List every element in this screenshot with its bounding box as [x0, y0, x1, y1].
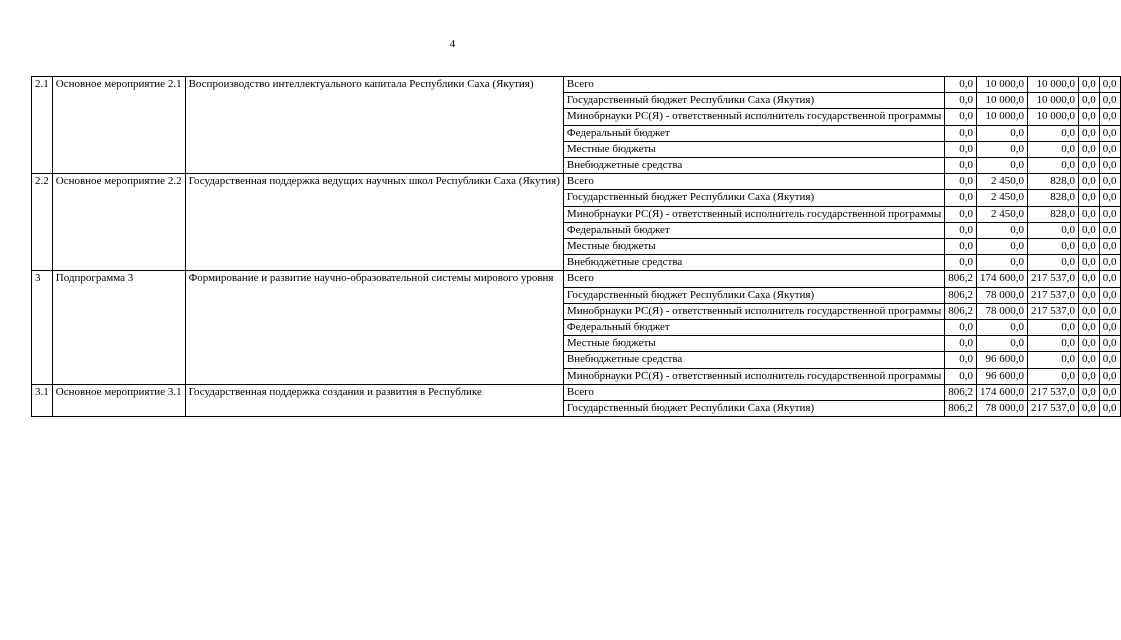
value-col-4: 0,0	[1079, 125, 1100, 141]
value-col-5: 0,0	[1099, 174, 1120, 190]
activity-name: Основное мероприятие 3.1	[52, 384, 185, 416]
activity-name: Подпрограмма 3	[52, 271, 185, 384]
value-col-5: 0,0	[1099, 158, 1120, 174]
value-col-4: 0,0	[1079, 320, 1100, 336]
value-col-4: 0,0	[1079, 239, 1100, 255]
value-col-1: 0,0	[945, 206, 977, 222]
value-col-2: 0,0	[977, 239, 1028, 255]
value-col-4: 0,0	[1079, 77, 1100, 93]
value-col-5: 0,0	[1099, 125, 1120, 141]
value-col-4: 0,0	[1079, 384, 1100, 400]
value-col-2: 10 000,0	[977, 93, 1028, 109]
value-col-2: 174 600,0	[977, 384, 1028, 400]
funding-source: Минобрнауки РС(Я) - ответственный исполнитель государственной программы	[563, 303, 944, 319]
table-row	[32, 77, 1121, 93]
value-col-5: 0,0	[1099, 190, 1120, 206]
value-col-2: 0,0	[977, 336, 1028, 352]
value-col-5: 0,0	[1099, 287, 1120, 303]
value-col-4: 0,0	[1079, 336, 1100, 352]
row-number: 2.2	[32, 174, 53, 271]
value-col-4: 0,0	[1079, 303, 1100, 319]
value-col-1: 0,0	[945, 190, 977, 206]
value-col-4: 0,0	[1079, 109, 1100, 125]
value-col-5: 0,0	[1099, 401, 1120, 417]
value-col-3: 217 537,0	[1028, 271, 1079, 287]
activity-description: Государственная поддержка создания и развития в Республике	[185, 384, 563, 416]
value-col-3: 0,0	[1028, 320, 1079, 336]
value-col-2: 2 450,0	[977, 174, 1028, 190]
value-col-3: 0,0	[1028, 222, 1079, 238]
value-col-3: 0,0	[1028, 352, 1079, 368]
value-col-5: 0,0	[1099, 206, 1120, 222]
row-number: 2.1	[32, 77, 53, 174]
funding-source: Всего	[563, 384, 944, 400]
value-col-3: 217 537,0	[1028, 287, 1079, 303]
budget-table	[31, 76, 1121, 417]
value-col-4: 0,0	[1079, 287, 1100, 303]
funding-source: Местные бюджеты	[563, 141, 944, 157]
value-col-3: 0,0	[1028, 239, 1079, 255]
value-col-4: 0,0	[1079, 190, 1100, 206]
value-col-5: 0,0	[1099, 336, 1120, 352]
funding-source: Внебюджетные средства	[563, 255, 944, 271]
value-col-1: 0,0	[945, 141, 977, 157]
value-col-3: 217 537,0	[1028, 303, 1079, 319]
value-col-4: 0,0	[1079, 206, 1100, 222]
value-col-4: 0,0	[1079, 174, 1100, 190]
value-col-3: 0,0	[1028, 141, 1079, 157]
value-col-5: 0,0	[1099, 352, 1120, 368]
value-col-3: 828,0	[1028, 190, 1079, 206]
activity-description: Воспроизводство интеллектуального капитала Республики Саха (Якутия)	[185, 77, 563, 174]
funding-source: Всего	[563, 77, 944, 93]
value-col-3: 0,0	[1028, 368, 1079, 384]
value-col-5: 0,0	[1099, 303, 1120, 319]
value-col-5: 0,0	[1099, 320, 1120, 336]
funding-source: Государственный бюджет Республики Саха (Якутия)	[563, 190, 944, 206]
value-col-2: 2 450,0	[977, 206, 1028, 222]
value-col-4: 0,0	[1079, 368, 1100, 384]
funding-source: Минобрнауки РС(Я) - ответственный исполнитель государственной программы	[563, 109, 944, 125]
activity-name: Основное мероприятие 2.2	[52, 174, 185, 271]
value-col-5: 0,0	[1099, 222, 1120, 238]
value-col-4: 0,0	[1079, 352, 1100, 368]
value-col-1: 0,0	[945, 255, 977, 271]
table-row	[32, 271, 1121, 287]
value-col-3: 10 000,0	[1028, 93, 1079, 109]
value-col-5: 0,0	[1099, 93, 1120, 109]
value-col-4: 0,0	[1079, 222, 1100, 238]
table-row	[32, 174, 1121, 190]
value-col-1: 0,0	[945, 93, 977, 109]
value-col-4: 0,0	[1079, 271, 1100, 287]
value-col-1: 806,2	[945, 303, 977, 319]
value-col-2: 10 000,0	[977, 109, 1028, 125]
value-col-2: 78 000,0	[977, 303, 1028, 319]
value-col-4: 0,0	[1079, 158, 1100, 174]
value-col-1: 806,2	[945, 271, 977, 287]
value-col-2: 0,0	[977, 141, 1028, 157]
value-col-5: 0,0	[1099, 141, 1120, 157]
value-col-2: 0,0	[977, 320, 1028, 336]
value-col-1: 0,0	[945, 239, 977, 255]
funding-source: Государственный бюджет Республики Саха (Якутия)	[563, 93, 944, 109]
value-col-2: 96 600,0	[977, 368, 1028, 384]
activity-description: Государственная поддержка ведущих научных школ Республики Саха (Якутия)	[185, 174, 563, 271]
value-col-5: 0,0	[1099, 109, 1120, 125]
value-col-2: 174 600,0	[977, 271, 1028, 287]
value-col-3: 217 537,0	[1028, 384, 1079, 400]
value-col-4: 0,0	[1079, 255, 1100, 271]
funding-source: Минобрнауки РС(Я) - ответственный исполнитель государственной программы	[563, 206, 944, 222]
value-col-5: 0,0	[1099, 255, 1120, 271]
value-col-3: 0,0	[1028, 336, 1079, 352]
funding-source: Минобрнауки РС(Я) - ответственный исполнитель государственной программы	[563, 368, 944, 384]
activity-description: Формирование и развитие научно-образовательной системы мирового уровня	[185, 271, 563, 384]
funding-source: Местные бюджеты	[563, 336, 944, 352]
value-col-1: 0,0	[945, 320, 977, 336]
value-col-3: 0,0	[1028, 255, 1079, 271]
value-col-2: 78 000,0	[977, 287, 1028, 303]
value-col-3: 0,0	[1028, 158, 1079, 174]
value-col-1: 0,0	[945, 368, 977, 384]
value-col-1: 806,2	[945, 287, 977, 303]
value-col-3: 10 000,0	[1028, 77, 1079, 93]
value-col-3: 10 000,0	[1028, 109, 1079, 125]
value-col-3: 828,0	[1028, 174, 1079, 190]
funding-source: Федеральный бюджет	[563, 222, 944, 238]
value-col-1: 0,0	[945, 125, 977, 141]
value-col-3: 828,0	[1028, 206, 1079, 222]
value-col-2: 0,0	[977, 255, 1028, 271]
value-col-5: 0,0	[1099, 384, 1120, 400]
funding-source: Государственный бюджет Республики Саха (Якутия)	[563, 401, 944, 417]
funding-source: Внебюджетные средства	[563, 352, 944, 368]
value-col-5: 0,0	[1099, 368, 1120, 384]
value-col-2: 78 000,0	[977, 401, 1028, 417]
value-col-3: 0,0	[1028, 125, 1079, 141]
funding-source: Всего	[563, 271, 944, 287]
funding-source: Государственный бюджет Республики Саха (Якутия)	[563, 287, 944, 303]
row-number: 3.1	[32, 384, 53, 416]
page-number: 4	[449, 38, 456, 50]
value-col-1: 0,0	[945, 109, 977, 125]
value-col-2: 96 600,0	[977, 352, 1028, 368]
value-col-1: 0,0	[945, 352, 977, 368]
value-col-1: 0,0	[945, 336, 977, 352]
table-row	[32, 384, 1121, 400]
value-col-3: 217 537,0	[1028, 401, 1079, 417]
funding-source: Внебюджетные средства	[563, 158, 944, 174]
budget-table-body	[32, 77, 1121, 417]
value-col-4: 0,0	[1079, 401, 1100, 417]
funding-source: Федеральный бюджет	[563, 125, 944, 141]
value-col-2: 10 000,0	[977, 77, 1028, 93]
value-col-2: 2 450,0	[977, 190, 1028, 206]
value-col-5: 0,0	[1099, 77, 1120, 93]
value-col-2: 0,0	[977, 125, 1028, 141]
value-col-4: 0,0	[1079, 141, 1100, 157]
value-col-1: 0,0	[945, 77, 977, 93]
value-col-1: 0,0	[945, 174, 977, 190]
value-col-1: 806,2	[945, 384, 977, 400]
value-col-4: 0,0	[1079, 93, 1100, 109]
value-col-1: 0,0	[945, 158, 977, 174]
value-col-1: 0,0	[945, 222, 977, 238]
funding-source: Местные бюджеты	[563, 239, 944, 255]
activity-name: Основное мероприятие 2.1	[52, 77, 185, 174]
value-col-2: 0,0	[977, 158, 1028, 174]
value-col-2: 0,0	[977, 222, 1028, 238]
funding-source: Федеральный бюджет	[563, 320, 944, 336]
value-col-5: 0,0	[1099, 271, 1120, 287]
funding-source: Всего	[563, 174, 944, 190]
value-col-5: 0,0	[1099, 239, 1120, 255]
value-col-1: 806,2	[945, 401, 977, 417]
row-number: 3	[32, 271, 53, 384]
